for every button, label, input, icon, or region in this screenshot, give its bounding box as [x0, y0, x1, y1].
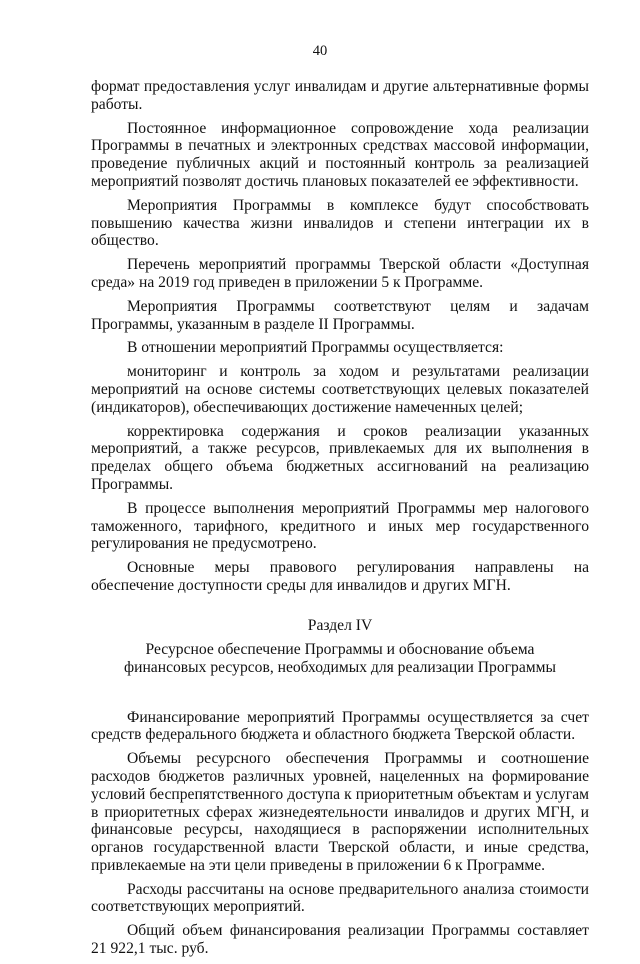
paragraph: В процессе выполнения мероприятий Программы мер налогового таможенного, тарифного, кредитного и иных мер государственного регулирования не предусмотрено. — [91, 499, 589, 553]
paragraph: формат предоставления услуг инвалидам и другие альтернативные формы работы. — [91, 78, 589, 113]
paragraph: корректировка содержания и сроков реализации указанных мероприятий, а также ресурсов, привлекаемых для их выполнения в пределах общего объема бюджетных ассигнований на реализацию Программы. — [91, 422, 589, 493]
paragraph: Мероприятия Программы в комплексе будут способствовать повышению качества жизни инвалидов и степени интеграции их в общество. — [91, 196, 589, 250]
section-subtitle-line: финансовых ресурсов, необходимых для реализации Программы — [124, 658, 556, 676]
page-number: 40 — [312, 43, 328, 59]
paragraph: Объемы ресурсного обеспечения Программы и соотношение расходов бюджетов различных уровней, нацеленных на формирование условий беспрепятственного доступа к приоритетным объектам и услугам в приоритетных сферах жизнедеятельности инвалидов и других МГН, и финансовые ресурсы, находящиеся в распоряжении исполнительных органов государственной власти Тверской области, и иные средства, привлекаемые на эти цели приведены в приложении 6 к Программе. — [91, 750, 589, 874]
paragraph: В отношении мероприятий Программы осуществляется: — [127, 339, 504, 357]
section-subtitle — [91, 641, 589, 677]
paragraph: Мероприятия Программы соответствуют целям и задачам Программы, указанным в разделе II Программы. — [91, 297, 589, 333]
section-heading: Раздел IV — [307, 616, 373, 634]
paragraph: Постоянное информационное сопровождение хода реализации Программы в печатных и электронных средствах массовой информации, проведение публичных акций и постоянный контроль за реализацией мероприятий позволят достичь плановых показателей ее эффективности. — [91, 119, 589, 190]
paragraph: Расходы рассчитаны на основе предварительного анализа стоимости соответствующих мероприятий. — [91, 880, 589, 916]
paragraph: Общий объем финансирования реализации Программы составляет 21 922,1 тыс. руб. — [91, 922, 589, 958]
section-subtitle-line: Ресурсное обеспечение Программы и обоснование объема — [145, 640, 535, 658]
paragraph: Основные меры правового регулирования направлены на обеспечение доступности среды для инвалидов и других МГН. — [91, 559, 589, 594]
paragraph: мониторинг и контроль за ходом и результатами реализации мероприятий на основе системы соответствующих целевых показателей (индикаторов), обеспечивающих достижение намеченных целей; — [91, 363, 589, 416]
page-body — [91, 78, 589, 964]
paragraph: Перечень мероприятий программы Тверской области «Доступная среда» на 2019 год приведен в приложении 5 к Программе. — [91, 256, 589, 291]
paragraph: Финансирование мероприятий Программы осуществляется за счет средств федерального бюджета и областного бюджета Тверской области. — [91, 708, 589, 744]
